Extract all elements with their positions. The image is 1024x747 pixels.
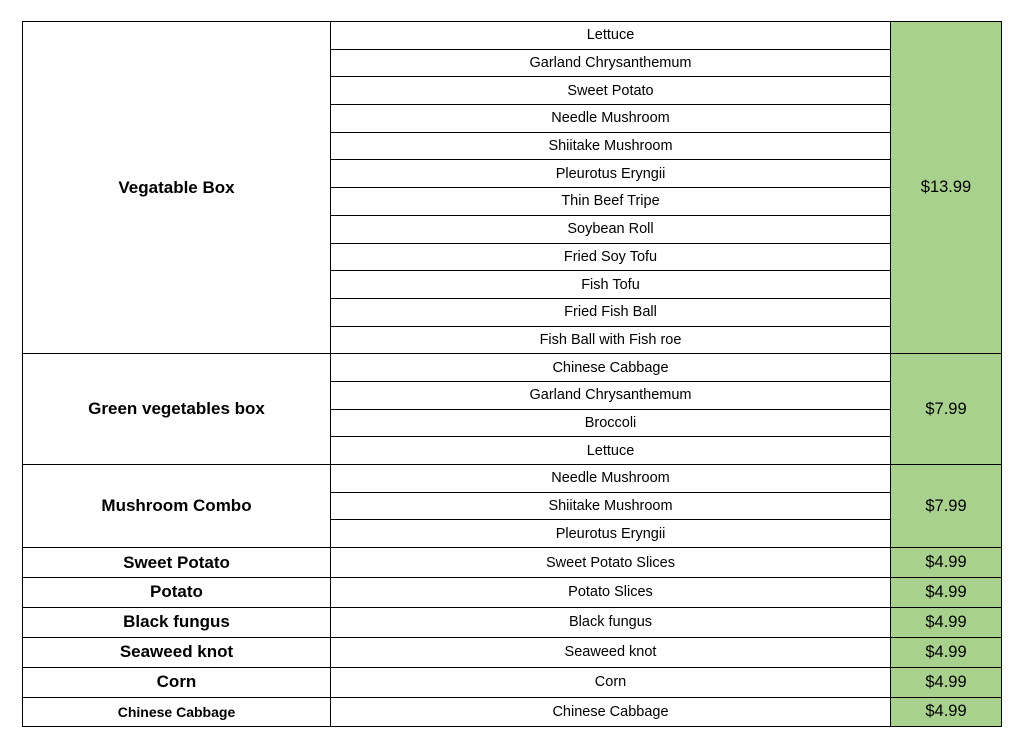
single-name: Seaweed knot bbox=[23, 637, 331, 667]
combo-item: Needle Mushroom bbox=[331, 105, 891, 133]
combo-name: Vegatable Box bbox=[23, 22, 331, 354]
table-row bbox=[23, 697, 1002, 727]
single-item: Black fungus bbox=[331, 607, 891, 637]
combo-item: Lettuce bbox=[331, 22, 891, 50]
single-item: Potato Slices bbox=[331, 577, 891, 607]
table-row bbox=[23, 548, 1002, 578]
combo-price: $7.99 bbox=[891, 354, 1002, 465]
single-name: Potato bbox=[23, 577, 331, 607]
table-row bbox=[23, 667, 1002, 697]
combo-price: $13.99 bbox=[891, 22, 1002, 354]
single-item: Sweet Potato Slices bbox=[331, 548, 891, 578]
combo-item: Pleurotus Eryngii bbox=[331, 160, 891, 188]
combo-item: Fried Soy Tofu bbox=[331, 243, 891, 271]
table-row bbox=[23, 607, 1002, 637]
combo-item: Shiitake Mushroom bbox=[331, 132, 891, 160]
combo-item: Fried Fish Ball bbox=[331, 298, 891, 326]
combo-item: Garland Chrysanthemum bbox=[331, 381, 891, 409]
table-row bbox=[23, 637, 1002, 667]
single-price: $4.99 bbox=[891, 577, 1002, 607]
table-row bbox=[23, 577, 1002, 607]
single-name: Chinese Cabbage bbox=[23, 697, 331, 727]
table-row bbox=[23, 354, 1002, 382]
single-name: Corn bbox=[23, 667, 331, 697]
combo-item: Lettuce bbox=[331, 437, 891, 465]
single-name: Black fungus bbox=[23, 607, 331, 637]
combo-item: Fish Tofu bbox=[331, 271, 891, 299]
single-item: Corn bbox=[331, 667, 891, 697]
combo-item: Chinese Cabbage bbox=[331, 354, 891, 382]
table-row bbox=[23, 22, 1002, 50]
single-item: Seaweed knot bbox=[331, 637, 891, 667]
single-price: $4.99 bbox=[891, 697, 1002, 727]
combo-item: Soybean Roll bbox=[331, 215, 891, 243]
combo-item: Fish Ball with Fish roe bbox=[331, 326, 891, 354]
combo-item: Shiitake Mushroom bbox=[331, 492, 891, 520]
single-price: $4.99 bbox=[891, 607, 1002, 637]
combo-item: Thin Beef Tripe bbox=[331, 188, 891, 216]
combo-item: Broccoli bbox=[331, 409, 891, 437]
single-price: $4.99 bbox=[891, 548, 1002, 578]
combo-name: Green vegetables box bbox=[23, 354, 331, 465]
combo-price: $7.99 bbox=[891, 465, 1002, 548]
combo-item: Needle Mushroom bbox=[331, 465, 891, 493]
table-row bbox=[23, 465, 1002, 493]
single-price: $4.99 bbox=[891, 637, 1002, 667]
single-price: $4.99 bbox=[891, 667, 1002, 697]
combo-item: Pleurotus Eryngii bbox=[331, 520, 891, 548]
combo-name: Mushroom Combo bbox=[23, 465, 331, 548]
combo-item: Sweet Potato bbox=[331, 77, 891, 105]
single-name: Sweet Potato bbox=[23, 548, 331, 578]
menu-table bbox=[22, 21, 1002, 727]
combo-item: Garland Chrysanthemum bbox=[331, 49, 891, 77]
single-item: Chinese Cabbage bbox=[331, 697, 891, 727]
